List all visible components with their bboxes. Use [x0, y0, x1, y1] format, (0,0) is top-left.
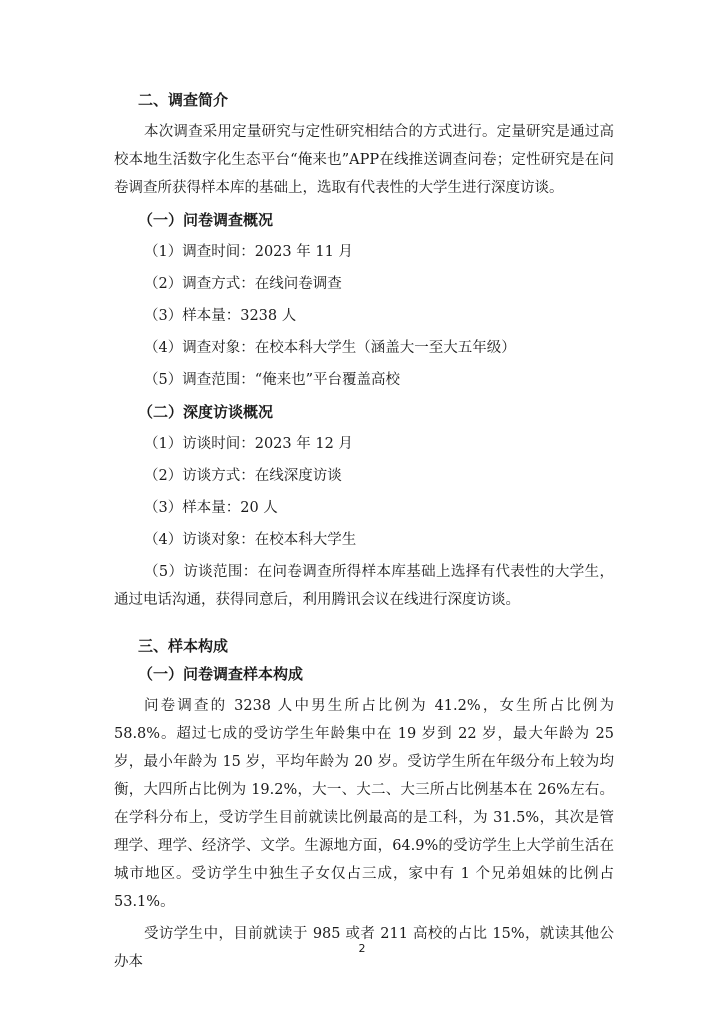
school-type-paragraph: 受访学生中，目前就读于 985 或者 211 高校的占比 15%，就读其他公办本: [114, 926, 614, 970]
survey-item-sample-size: （3）样本量：3238 人: [144, 308, 297, 324]
subheading-questionnaire-overview: （一）问卷调查概况: [138, 211, 274, 229]
survey-item-scope: （5）调查范围：“俺来也”平台覆盖高校: [144, 372, 401, 388]
subheading-interview-overview: （二）深度访谈概况: [138, 403, 274, 421]
interview-item-sample-size: （3）样本量：20 人: [144, 500, 278, 516]
sample-composition-paragraph: 问卷调查的 3238 人中男生所占比例为 41.2%，女生所占比例为 58.8%。超过七成的受访学生年龄集中在 19 岁到 22 岁，最大年龄为 25 岁，最小年龄为 15 岁，平均年龄为 20 岁。受访学生所在年级分布上较为均衡，大四所占比例为 19.2%，大一、大二、大三所占比例基本在 26%左右。在学科分布上，受访学生目前就读比例最高的是工科，为 31.5%，其次是管理学、理学、经济学、文学。生源地方面，64.9%的受访学生上大学前生活在城市地区。受访学生中独生子女仅占三成，家中有 1 个兄弟姐妹的比例占 53.1%。: [114, 698, 614, 910]
interview-item-time: （1）访谈时间：2023 年 12 月: [144, 436, 353, 452]
survey-item-subjects: （4）调查对象：在校本科大学生（涵盖大一至大五年级）: [144, 340, 516, 356]
page-content: [114, 86, 614, 976]
survey-item-time: （1）调查时间：2023 年 11 月: [144, 244, 353, 260]
interview-item-scope: （5）访谈范围：在问卷调查所得样本库基础上选择有代表性的大学生，通过电话沟通，获得同意后，利用腾讯会议在线进行深度访谈。: [114, 564, 614, 608]
interview-item-method: （2）访谈方式：在线深度访谈: [144, 468, 342, 484]
interview-item-subjects: （4）访谈对象：在校本科大学生: [144, 532, 357, 548]
section-heading-survey-intro: 二、调查简介: [138, 91, 229, 109]
page-number: 2: [358, 942, 366, 955]
survey-intro-paragraph: 本次调查采用定量研究与定性研究相结合的方式进行。定量研究是通过高校本地生活数字化生态平台“俺来也”APP在线推送调查问卷；定性研究是在问卷调查所获得样本库的基础上，选取有代表性的大学生进行深度访谈。: [114, 124, 614, 196]
subheading-questionnaire-sample: （一）问卷调查样本构成: [138, 665, 304, 683]
section-heading-sample-composition: 三、样本构成: [138, 637, 229, 655]
survey-item-method: （2）调查方式：在线问卷调查: [144, 276, 342, 292]
